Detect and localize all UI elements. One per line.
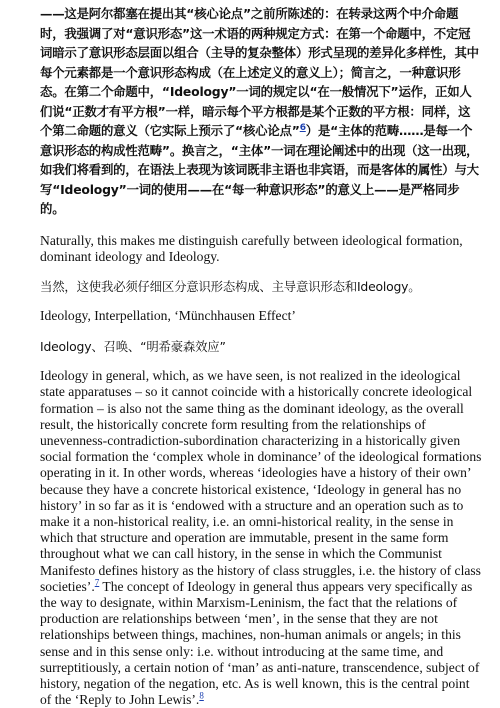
footnote-6-link[interactable]: 6 [299,122,306,133]
english-section-heading: Ideology, Interpellation, ‘Münchhausen Effect’ [40,308,296,324]
english-paragraph-text-a: Ideology in general, which, as we have seen, is not realized in the ideological state apparatuses – so it cannot coincide with a historically concrete ideological formation – is also not the same thing as the dominant ideology, as the overall result, the historically concrete form resulting from the relationships of unevenness-contradiction-subordination characterizing in a historically given social formation the ‘complex whole in dominance’ of the ideological formations operating in it. In other words, whereas ‘ideologies have a history of their own’ because they have a concrete historical existence, ‘Ideology in general has no history’ in so far as it is ‘endowed with a structure and an operation such as to make it a non-historical reality, i.e. an omni-historical reality, in the sense in which that structure and operation are immutable, present in the same form throughout what we can call history, in the sense in which the Communist Manifesto defines history as the history of class struggles, i.e. the history of class societies’. [40,368,482,594]
footnote-8-marker[interactable] [199,691,204,701]
footnote-8-link[interactable]: 8 [199,690,204,701]
chinese-paragraph-distinguish: 当然，这使我必须仔细区分意识形态构成、主导意识形态和Ideology。 [40,278,421,294]
chinese-paragraph-intro-text-b: ）是“主体的范畴……是每一个意识形态的构成性范畴”。换言之，“主体”一词在理论阐述中的出现（这一出现，如我们将看到的，在语法上表现为该词既非主语也非宾语，而是客体的属性）与大写“Ideology”一词的使用——在“每一种意识形态”的意义上——是严格同步的。 [40,123,479,216]
english-paragraph-text-b: The concept of Ideology in general thus appears very specifically as the way to designate, within Marxism-Leninism, the fact that the relations of production are relationships between ‘men’, in the sense that they are not relationships between things, machines, non-human animals or angels; in this sense and in this sense only: i.e. without introducing at the same time, and surreptitiously, a certain notion of ‘man’ as anti-nature, transcendence, subject of history, negation of the negation, etc. As is well known, this is the central point of the ‘Reply to John Lewis’. [40,578,480,708]
english-paragraph-distinguish: Naturally, this makes me distinguish carefully between ideological formation, dominant ideology and Ideology. [40,232,463,264]
chinese-section-heading: Ideology、召唤、“明希豪森效应” [40,338,226,354]
english-paragraph-ideology-in-general [40,368,482,708]
chinese-paragraph-intro [40,4,482,219]
footnote-7-link[interactable]: 7 [94,577,100,588]
chinese-paragraph-intro-text-a: ——这是阿尔都塞在提出其“核心论点”之前所陈述的：在转录这两个中介命题时，我强调了对“意识形态”这一术语的两种规定方式：在第一个命题中，不定冠词暗示了意识形态层面以组合（主导的复杂整体）形式呈现的差异化多样性，其中每个元素都是一个意识形态构成（在上述定义的意义上）；简言之，一种意识形态。在第二个命题中，“Ideology”一词的规定以“在一般情况下”运作，正如人们说“正数才有平方根”一样，暗示每个平方根都是某个正数的平方根：同样，这个第二命题的意义（它实际上预示了“核心论点” [40,6,479,138]
